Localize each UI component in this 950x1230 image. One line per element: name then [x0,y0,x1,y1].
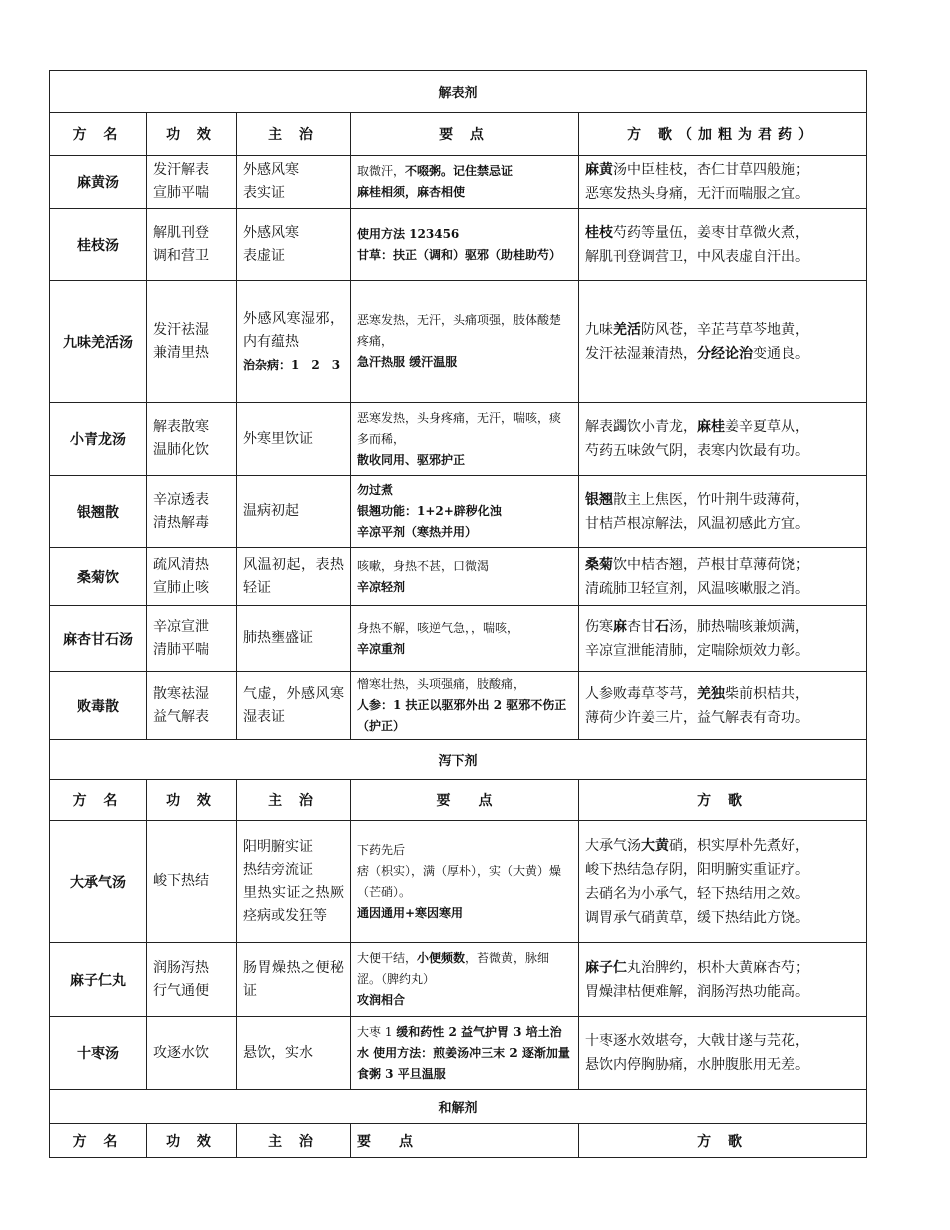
keypoint-line [357,840,572,861]
song-line [585,906,860,930]
formula-name: 十枣汤 [50,1017,147,1090]
keypoint-line [357,245,572,266]
song-segment: 麻子仁 [585,959,627,976]
effect-line: 益气解表 [153,708,209,725]
keypoint-segment: 辛凉重剂 [357,641,406,656]
song-segment: 石 [655,618,669,635]
song-segment: 丸治脾约，枳朴大黄麻杏芍； [627,959,809,976]
formula-song [579,606,867,672]
effect-line: 兼清里热 [153,344,209,361]
song-segment: 清疏肺卫轻宣剂，风温咳嗽服之消。 [585,580,809,597]
keypoint-segment: 银翘功能：1+2+辟秽化浊 [357,504,502,518]
formula-name: 小青龙汤 [50,403,147,476]
effect-line: 解表散寒 [153,419,209,435]
formula-effect [147,548,237,606]
song-segment: 恶寒发热头身痛，无汗而喘服之宜。 [585,186,809,202]
keypoint-segment: 下药先后 [357,842,406,857]
formula-indication [237,606,351,672]
formula-effect [147,1017,237,1090]
keypoint-segment: 人参：1 扶正以驱邪外出 2 驱邪不伤正（护正） [357,698,567,733]
song-line [585,882,860,906]
keypoint-segment: 甘草：扶正（调和）驱邪（助桂助芍） [357,247,562,262]
column-header: 主 治 [237,1124,351,1158]
effect-line: 辛凉宣泄 [153,618,209,635]
formula-row [50,209,867,281]
column-header: 要 点 [351,113,579,156]
section-title: 泻下剂 [50,740,867,780]
keypoint-line [357,450,572,471]
formula-effect [147,821,237,943]
formula-name: 败毒散 [50,672,147,740]
song-segment: 麻桂 [697,419,725,435]
formula-effect [147,943,237,1017]
song-line [585,488,860,512]
song-segment: 人参败毒草苓芎， [585,685,697,702]
formula-keypoints [351,476,579,548]
formula-song [579,1017,867,1090]
keypoint-line [357,408,572,450]
song-segment: 胃燥津枯便难解，润肠泻热功能高。 [585,983,809,1000]
keypoint-segment: 小便频数 [417,951,466,965]
keypoint-segment: 恶寒发热，无汗，头痛项强，肢体酸楚疼痛， [357,313,562,348]
keypoint-line [357,480,572,501]
song-line [585,834,860,858]
formula-indication [237,403,351,476]
keypoint-line [357,182,572,203]
column-header: 主 治 [237,780,351,821]
formula-keypoints [351,821,579,943]
song-segment: 柴前枳桔共， [725,685,809,702]
formula-effect [147,606,237,672]
keypoint-segment: 急汗热服 缓汗温服 [357,355,458,369]
song-segment: 硝，枳实厚朴先煮好， [669,837,809,854]
indication-line: 外感风寒 [243,224,299,241]
effect-line: 调和营卫 [153,247,209,264]
song-segment: 杏甘 [627,618,655,635]
indication-line: 肺热壅盛证 [243,630,313,646]
song-segment: 薄荷少许姜三片，益气解表有奇功。 [585,709,809,726]
formula-song [579,403,867,476]
formula-name: 九味羌活汤 [50,281,147,403]
keypoint-line [357,618,572,639]
song-line [585,1029,860,1053]
formula-effect [147,403,237,476]
song-segment: 麻 [613,618,627,635]
formula-keypoints [351,672,579,740]
formula-name: 大承气汤 [50,821,147,943]
formula-row [50,1017,867,1090]
song-line [585,221,860,245]
effect-line: 发汗解表 [153,162,209,178]
indication-line: 外感风寒 [243,162,299,178]
song-segment: 芍药五味敛气阴，表寒内饮最有功。 [585,443,809,459]
keypoint-segment: 辛凉轻剂 [357,579,406,594]
section-title: 和解剂 [50,1090,867,1124]
song-segment: 桂枝 [585,224,613,241]
formula-keypoints [351,281,579,403]
song-line [585,158,860,182]
keypoint-segment: 缓和药性 2 益气护胃 3 培土治水 使用方法：煎姜汤冲三末 2 逐渐加量食粥 3 平旦温服 [357,1024,570,1081]
column-header: 方 名 [50,1124,147,1158]
formula-song [579,672,867,740]
song-line [585,639,860,663]
keypoint-line [357,556,572,577]
song-segment: 解肌刊登调营卫，中风表虚自汗出。 [585,248,809,265]
indication-line: 里热实证之热厥痉病或发狂等 [243,884,344,924]
indication-line: 肠胃燥热之便秘证 [243,959,344,999]
indication-line: 气虚，外感风寒湿表证 [243,685,344,725]
song-line [585,318,860,342]
keypoint-line [357,639,572,660]
column-header: 要 点 [351,1124,579,1158]
keypoint-segment: 攻润相合 [357,993,406,1007]
keypoint-segment: 咳嗽，身热不甚，口微渴 [357,558,490,573]
song-segment: 九味 [585,321,613,338]
indication-line: 阳明腑实证 [243,838,313,855]
song-segment: 防风苍，辛芷芎草芩地黄， [641,321,809,338]
column-header: 方 歌 [579,1124,867,1158]
song-line [585,245,860,269]
keypoint-segment: 通因通用+寒因寒用 [357,905,464,920]
song-segment: 发汗祛湿兼清热， [585,345,697,362]
formula-row [50,476,867,548]
indication-line: 外寒里饮证 [243,430,313,447]
column-header: 要 点 [351,780,579,821]
indication-line: 热结旁流证 [243,861,313,878]
formula-indication [237,821,351,943]
formula-song [579,209,867,281]
formula-name: 桂枝汤 [50,209,147,281]
keypoint-segment: 勿过煮 [357,483,394,497]
formula-row [50,943,867,1017]
song-segment: 姜辛夏草从， [725,419,809,435]
formula-effect [147,209,237,281]
song-segment: 羌独 [697,685,725,702]
song-line [585,682,860,706]
song-segment: 大黄 [641,837,669,854]
section-header-row [50,740,867,780]
formula-song [579,943,867,1017]
formula-indication [237,672,351,740]
keypoint-segment: 取微汗， [357,164,406,178]
formula-song [579,156,867,209]
keypoint-line [357,224,572,245]
formula-row [50,606,867,672]
effect-line: 散寒祛湿 [153,685,209,702]
keypoint-segment: 使用方法 123456 [357,226,460,241]
keypoint-line [357,674,572,695]
formula-keypoints [351,606,579,672]
song-line [585,512,860,536]
formula-row [50,281,867,403]
keypoint-segment: 恶寒发热，头身疼痛，无汗，喘咳，痰多而稀， [357,410,562,446]
formula-indication [237,156,351,209]
formula-name: 桑菊饮 [50,548,147,606]
formula-keypoints [351,943,579,1017]
song-segment: 麻黄 [585,162,613,178]
formula-table [49,70,867,1158]
song-segment: 桑菊 [585,556,613,573]
effect-line: 攻逐水饮 [153,1044,209,1061]
indication-line: 表实证 [243,185,285,201]
keypoint-line [357,310,572,352]
effect-line: 辛凉透表 [153,491,209,508]
formula-indication [237,209,351,281]
keypoint-segment: ，苔微黄，脉细涩。（脾约丸） [357,951,550,986]
formula-row [50,156,867,209]
column-header: 方 歌 [579,780,867,821]
formula-indication [237,943,351,1017]
song-segment: 羌活 [613,321,641,338]
formula-effect [147,672,237,740]
formula-indication [237,1017,351,1090]
effect-line: 清肺平喘 [153,641,209,658]
column-header: 主 治 [237,113,351,156]
song-segment: 变通良。 [753,345,809,362]
keypoint-line [357,948,572,990]
keypoint-segment: 散收同用、驱邪护正 [357,452,466,467]
column-header: 功 效 [147,113,237,156]
section-header-row [50,1090,867,1124]
song-segment: 峻下热结急存阴，阳明腑实重证疗。 [585,861,809,878]
song-segment: 十枣逐水效堪夸，大戟甘遂与芫花， [585,1033,809,1049]
song-segment: 汤中臣桂枝，杏仁甘草四般施； [613,162,809,178]
formula-effect [147,476,237,548]
column-header: 方 名 [50,113,147,156]
song-line [585,439,860,463]
song-segment: 散主上焦医，竹叶荆牛豉薄荷， [613,491,809,508]
column-header-row [50,113,867,156]
section-header-row [50,71,867,113]
keypoint-line [357,161,572,182]
keypoint-line [357,861,572,903]
keypoint-segment: 不啜粥。记住禁忌证 [405,164,514,178]
formula-keypoints [351,209,579,281]
song-segment: 银翘 [585,491,613,508]
formula-name: 麻杏甘石汤 [50,606,147,672]
indication-line: 风温初起，表热轻证 [243,556,344,596]
keypoint-segment: 痞（枳实），满（厚朴），实（大黄）燥（芒硝）。 [357,863,562,899]
song-line [585,956,860,980]
effect-line: 发汗祛湿 [153,321,209,338]
formula-name: 麻黄汤 [50,156,147,209]
song-line [585,980,860,1004]
indication-line: 表虚证 [243,247,285,264]
song-line [585,577,860,601]
formula-keypoints [351,403,579,476]
indication-line: 悬饮，实水 [243,1044,313,1061]
song-segment: 芍药等量伍，姜枣甘草微火煮， [613,224,809,241]
formula-row [50,672,867,740]
song-segment: 去硝名为小承气，轻下热结用之效。 [585,885,809,902]
song-line [585,342,860,366]
indication-line: 外感风寒湿邪，内有蕴热 [243,310,344,350]
formula-row [50,821,867,943]
keypoint-segment: 身热不解，咳逆气急，，喘咳， [357,620,520,635]
keypoint-line [357,577,572,598]
column-header: 方 歌（加粗为君药） [579,113,867,156]
formula-song [579,821,867,943]
formula-name: 麻子仁丸 [50,943,147,1017]
effect-line: 宣肺平喘 [153,185,209,201]
formula-keypoints [351,1017,579,1090]
effect-line: 宣肺止咳 [153,579,209,596]
effect-line: 清热解毒 [153,514,209,531]
formula-name: 银翘散 [50,476,147,548]
column-header: 功 效 [147,1124,237,1158]
column-header-row [50,1124,867,1158]
song-line [585,858,860,882]
keypoint-segment: 麻桂相须，麻杏相使 [357,185,466,199]
keypoint-line [357,990,572,1011]
formula-song [579,548,867,606]
keypoint-line [357,352,572,373]
keypoint-segment: 憎寒壮热，头项强痛，肢酸痛， [357,677,526,691]
formula-indication [237,476,351,548]
column-header: 方 名 [50,780,147,821]
formula-effect [147,156,237,209]
song-segment: 悬饮内停胸胁痛，水肿腹胀用无差。 [585,1057,809,1073]
formula-indication [237,548,351,606]
keypoint-line [357,903,572,924]
song-segment: 分经论治 [697,345,753,362]
song-segment: 大承气汤 [585,837,641,854]
keypoint-line [357,501,572,522]
keypoint-segment: 辛凉平剂（寒热并用） [357,525,478,539]
indication-extra: 治杂病：1 2 3 [243,357,341,372]
column-header: 功 效 [147,780,237,821]
formula-indication [237,281,351,403]
formula-row [50,403,867,476]
effect-line: 温肺化饮 [153,442,209,458]
formula-effect [147,281,237,403]
keypoint-segment: 大便干结， [357,951,418,965]
song-line [585,706,860,730]
formula-keypoints [351,156,579,209]
formula-keypoints [351,548,579,606]
effect-line: 疏风清热 [153,556,209,573]
effect-line: 峻下热结 [153,873,209,889]
song-segment: 汤，肺热喘咳兼烦满， [669,618,809,635]
section-title: 解表剂 [50,71,867,113]
effect-line: 解肌刊登 [153,224,209,241]
song-segment: 解表蠲饮小青龙， [585,419,697,435]
song-line [585,182,860,206]
effect-line: 润肠泻热 [153,959,209,976]
song-line [585,553,860,577]
keypoint-line [357,522,572,543]
indication-line: 温病初起 [243,503,299,519]
column-header-row [50,780,867,821]
formula-song [579,476,867,548]
song-segment: 伤寒 [585,618,613,635]
song-segment: 饮中桔杏翘，芦根甘草薄荷饶； [613,556,809,573]
keypoint-line [357,1022,572,1085]
keypoint-line [357,695,572,737]
formula-row [50,548,867,606]
keypoint-segment: 大枣 1 [357,1024,397,1039]
song-line [585,1053,860,1077]
song-line [585,415,860,439]
song-segment: 调胃承气硝黄草，缓下热结此方饶。 [585,909,809,926]
song-line [585,615,860,639]
song-segment: 辛凉宣泄能清肺，定喘除烦效力彰。 [585,642,809,659]
effect-line: 行气通便 [153,982,209,999]
song-segment: 甘桔芦根凉解法，风温初感此方宜。 [585,515,809,532]
formula-song [579,281,867,403]
